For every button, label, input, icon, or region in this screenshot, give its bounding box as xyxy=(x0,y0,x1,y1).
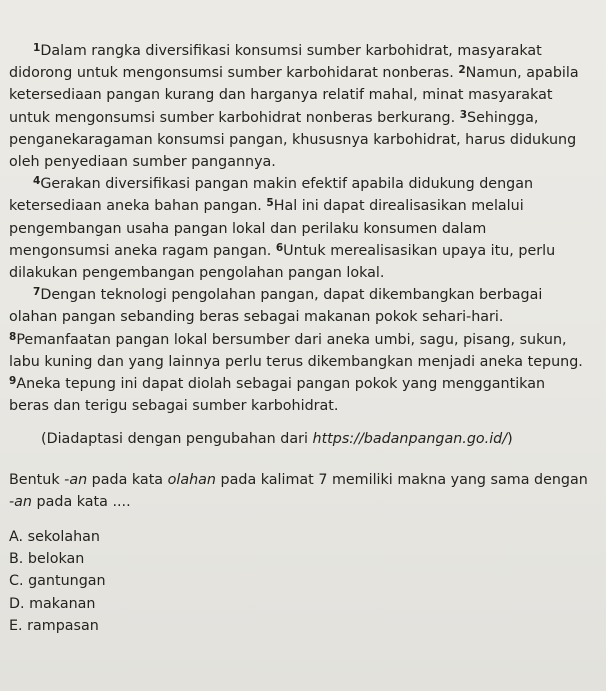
sentence-number-6: 6 xyxy=(275,241,284,254)
sentence-6: Untuk merealisasikan upaya itu, perlu dilakukan pengembangan pengolahan pangan lokal. xyxy=(9,242,556,282)
sentence-9: Aneka tepung ini dapat diolah sebagai pangan pokok yang menggantikan beras dan terigu sebagai sumber karbohidrat. xyxy=(9,376,546,415)
sentence-number-4: 4 xyxy=(33,175,41,188)
paragraph-2 xyxy=(9,173,588,284)
question-part-2: pada kata xyxy=(87,471,168,488)
paragraph-5 xyxy=(9,373,588,417)
source-suffix: ) xyxy=(507,431,513,448)
paragraph-3 xyxy=(9,284,588,328)
source-url: https://badanpangan.go.id/ xyxy=(312,431,508,448)
answer-options xyxy=(9,526,588,637)
sentence-number-1: 1 xyxy=(33,42,41,54)
option-e[interactable]: E. rampasan xyxy=(9,617,99,634)
question-suffix-an: -an xyxy=(64,471,88,488)
option-a[interactable]: A. sekolahan xyxy=(9,529,100,546)
sentence-number-8: 8 xyxy=(9,330,17,343)
question-text xyxy=(9,469,588,513)
question-word-olahan: olahan xyxy=(167,471,216,488)
sentence-2: Namun, apabila ketersediaan pangan kurang dan harganya relatif mahal, minat masyarakat untuk mengonsumsi sumber karbohidrat nonberas berkurang. xyxy=(9,65,579,126)
paragraph-4 xyxy=(9,329,588,373)
sentence-number-9: 9 xyxy=(9,375,17,388)
source-prefix: (Diadaptasi dengan pengubahan dari xyxy=(41,431,313,448)
sentence-7: Dengan teknologi pengolahan pangan, dapat dikembangkan berbagai olahan pangan sebanding beras sebagai makanan pokok sehari-hari. xyxy=(9,287,543,326)
option-c[interactable]: C. gantungan xyxy=(9,573,106,590)
paragraph-1 xyxy=(9,40,588,173)
sentence-number-7: 7 xyxy=(33,286,41,299)
sentence-3: Sehingga, penganekaragaman konsumsi pangan, khususnya karbohidrat, harus didukung oleh penyediaan sumber pangannya. xyxy=(9,109,577,171)
sentence-5: Hal ini dapat direalisasikan melalui pengembangan usaha pangan lokal dan perilaku konsumen dalam mengonsumsi aneka ragam pangan. xyxy=(9,198,524,259)
question-part-3: pada kalimat 7 memiliki makna yang sama dengan xyxy=(215,471,588,488)
option-b[interactable]: B. belokan xyxy=(9,551,85,568)
sentence-8: Pemanfaatan pangan lokal bersumber dari aneka umbi, sagu, pisang, sukun, labu kuning dan yang lainnya perlu terus dikembangkan menjadi aneka tepung. xyxy=(9,331,583,370)
option-d[interactable]: D. makanan xyxy=(9,595,96,612)
question-part-1: Bentuk xyxy=(9,471,65,488)
source-citation xyxy=(9,428,588,450)
sentence-number-5: 5 xyxy=(266,197,274,210)
question-suffix-an-2: -an xyxy=(9,493,32,510)
sentence-4: Gerakan diversifikasi pangan makin efektif apabila didukung dengan ketersediaan aneka bahan pangan. xyxy=(9,176,534,215)
sentence-number-2: 2 xyxy=(458,64,466,77)
sentence-1: Dalam rangka diversifikasi konsumsi sumber karbohidrat, masyarakat didorong untuk mengonsumsi sumber karbohidarat nonberas. xyxy=(9,43,542,82)
sentence-number-3: 3 xyxy=(459,108,467,121)
question-part-4: pada kata .... xyxy=(31,493,131,510)
